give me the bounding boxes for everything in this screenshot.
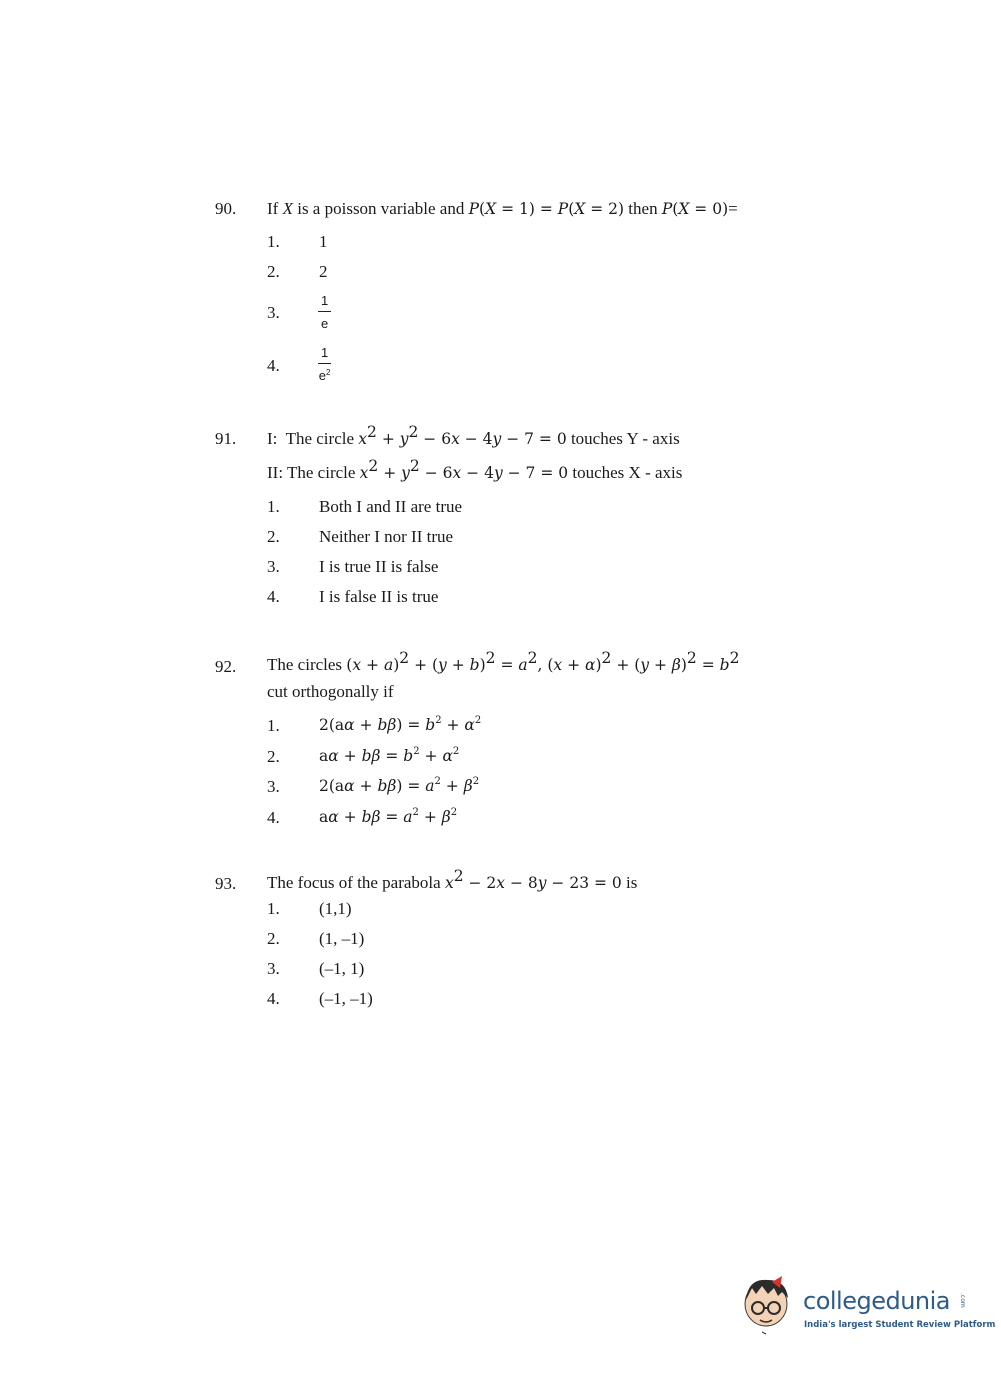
option-number: 4.: [267, 587, 280, 606]
option-number: 3.: [267, 557, 280, 576]
fraction: [318, 293, 331, 331]
option-number: 3.: [267, 777, 280, 796]
option-number: 2.: [267, 527, 280, 546]
option-value: $a\alpha + b\beta = a^2 + \beta^2$: [319, 807, 458, 826]
option-number: 2.: [267, 747, 280, 766]
option-value: $2(a\alpha + b\beta) = a^2 + \beta^2$: [319, 776, 480, 795]
logo-tagline: India's largest Student Review Platform: [804, 1320, 996, 1330]
option-number: 4.: [267, 989, 280, 1008]
option-value: (–1, –1): [319, 989, 373, 1008]
statement-1: I: The circle $x^2 + y^2 - 6x - 4y - 7 = 0$ touches Y - axis: [267, 423, 680, 448]
question-text-line-2: cut orthogonally if: [267, 682, 394, 701]
option-number: 4.: [267, 808, 280, 827]
option-value: I is true II is false: [319, 557, 439, 576]
question-number: 91.: [215, 429, 237, 448]
option-number: 1.: [267, 716, 280, 735]
option-value: $2(a\alpha + b\beta) = b^2 + \alpha^2$: [319, 715, 482, 734]
option-value: 1: [319, 232, 328, 251]
question-text: The circles $(x + a)^2 + (y + b)^2 = a^2$, $(x + \alpha)^2 + (y + \beta)^2 = b^2$: [267, 649, 740, 674]
question-number: 90.: [215, 199, 237, 218]
option-number: 1.: [267, 899, 280, 918]
question-number: 92.: [215, 657, 237, 676]
option-number: 2.: [267, 262, 280, 281]
question-number: 93.: [215, 874, 237, 893]
option-number: 1.: [267, 232, 280, 251]
option-value: Both I and II are true: [319, 497, 463, 516]
option-value: (1,1): [319, 899, 352, 918]
option-number: 4.: [267, 356, 280, 375]
option-value: I is false II is true: [319, 587, 439, 606]
option-number: 3.: [267, 303, 280, 322]
question-text: If X is a poisson variable and P(X = 1) = P(X = 2) then P(X = 0)=: [267, 199, 738, 218]
option-number: 2.: [267, 929, 280, 948]
question-text: The focus of the parabola $x^2 - 2x - 8y - 23 = 0$ is: [267, 867, 638, 892]
logo-wordmark: collegedunia: [803, 1287, 951, 1315]
fraction: [318, 345, 331, 383]
option-number: 3.: [267, 959, 280, 978]
option-value: Neither I nor II true: [319, 527, 454, 546]
statement-2: II: The circle $x^2 + y^2 - 6x - 4y - 7 = 0$ touches X - axis: [267, 457, 683, 482]
option-value: 2: [319, 262, 328, 281]
fraction-denominator: e: [321, 316, 329, 331]
option-value: (1, –1): [319, 929, 365, 948]
option-value: $a\alpha + b\beta = b^2 + \alpha^2$: [319, 746, 460, 765]
option-number: 1.: [267, 497, 280, 516]
fraction-numerator: 1: [318, 293, 331, 312]
fraction-numerator: 1: [318, 345, 331, 364]
fraction-denominator: $e^2$: [318, 368, 331, 383]
logo-suffix: .com: [959, 1293, 966, 1308]
option-value: (–1, 1): [319, 959, 365, 978]
